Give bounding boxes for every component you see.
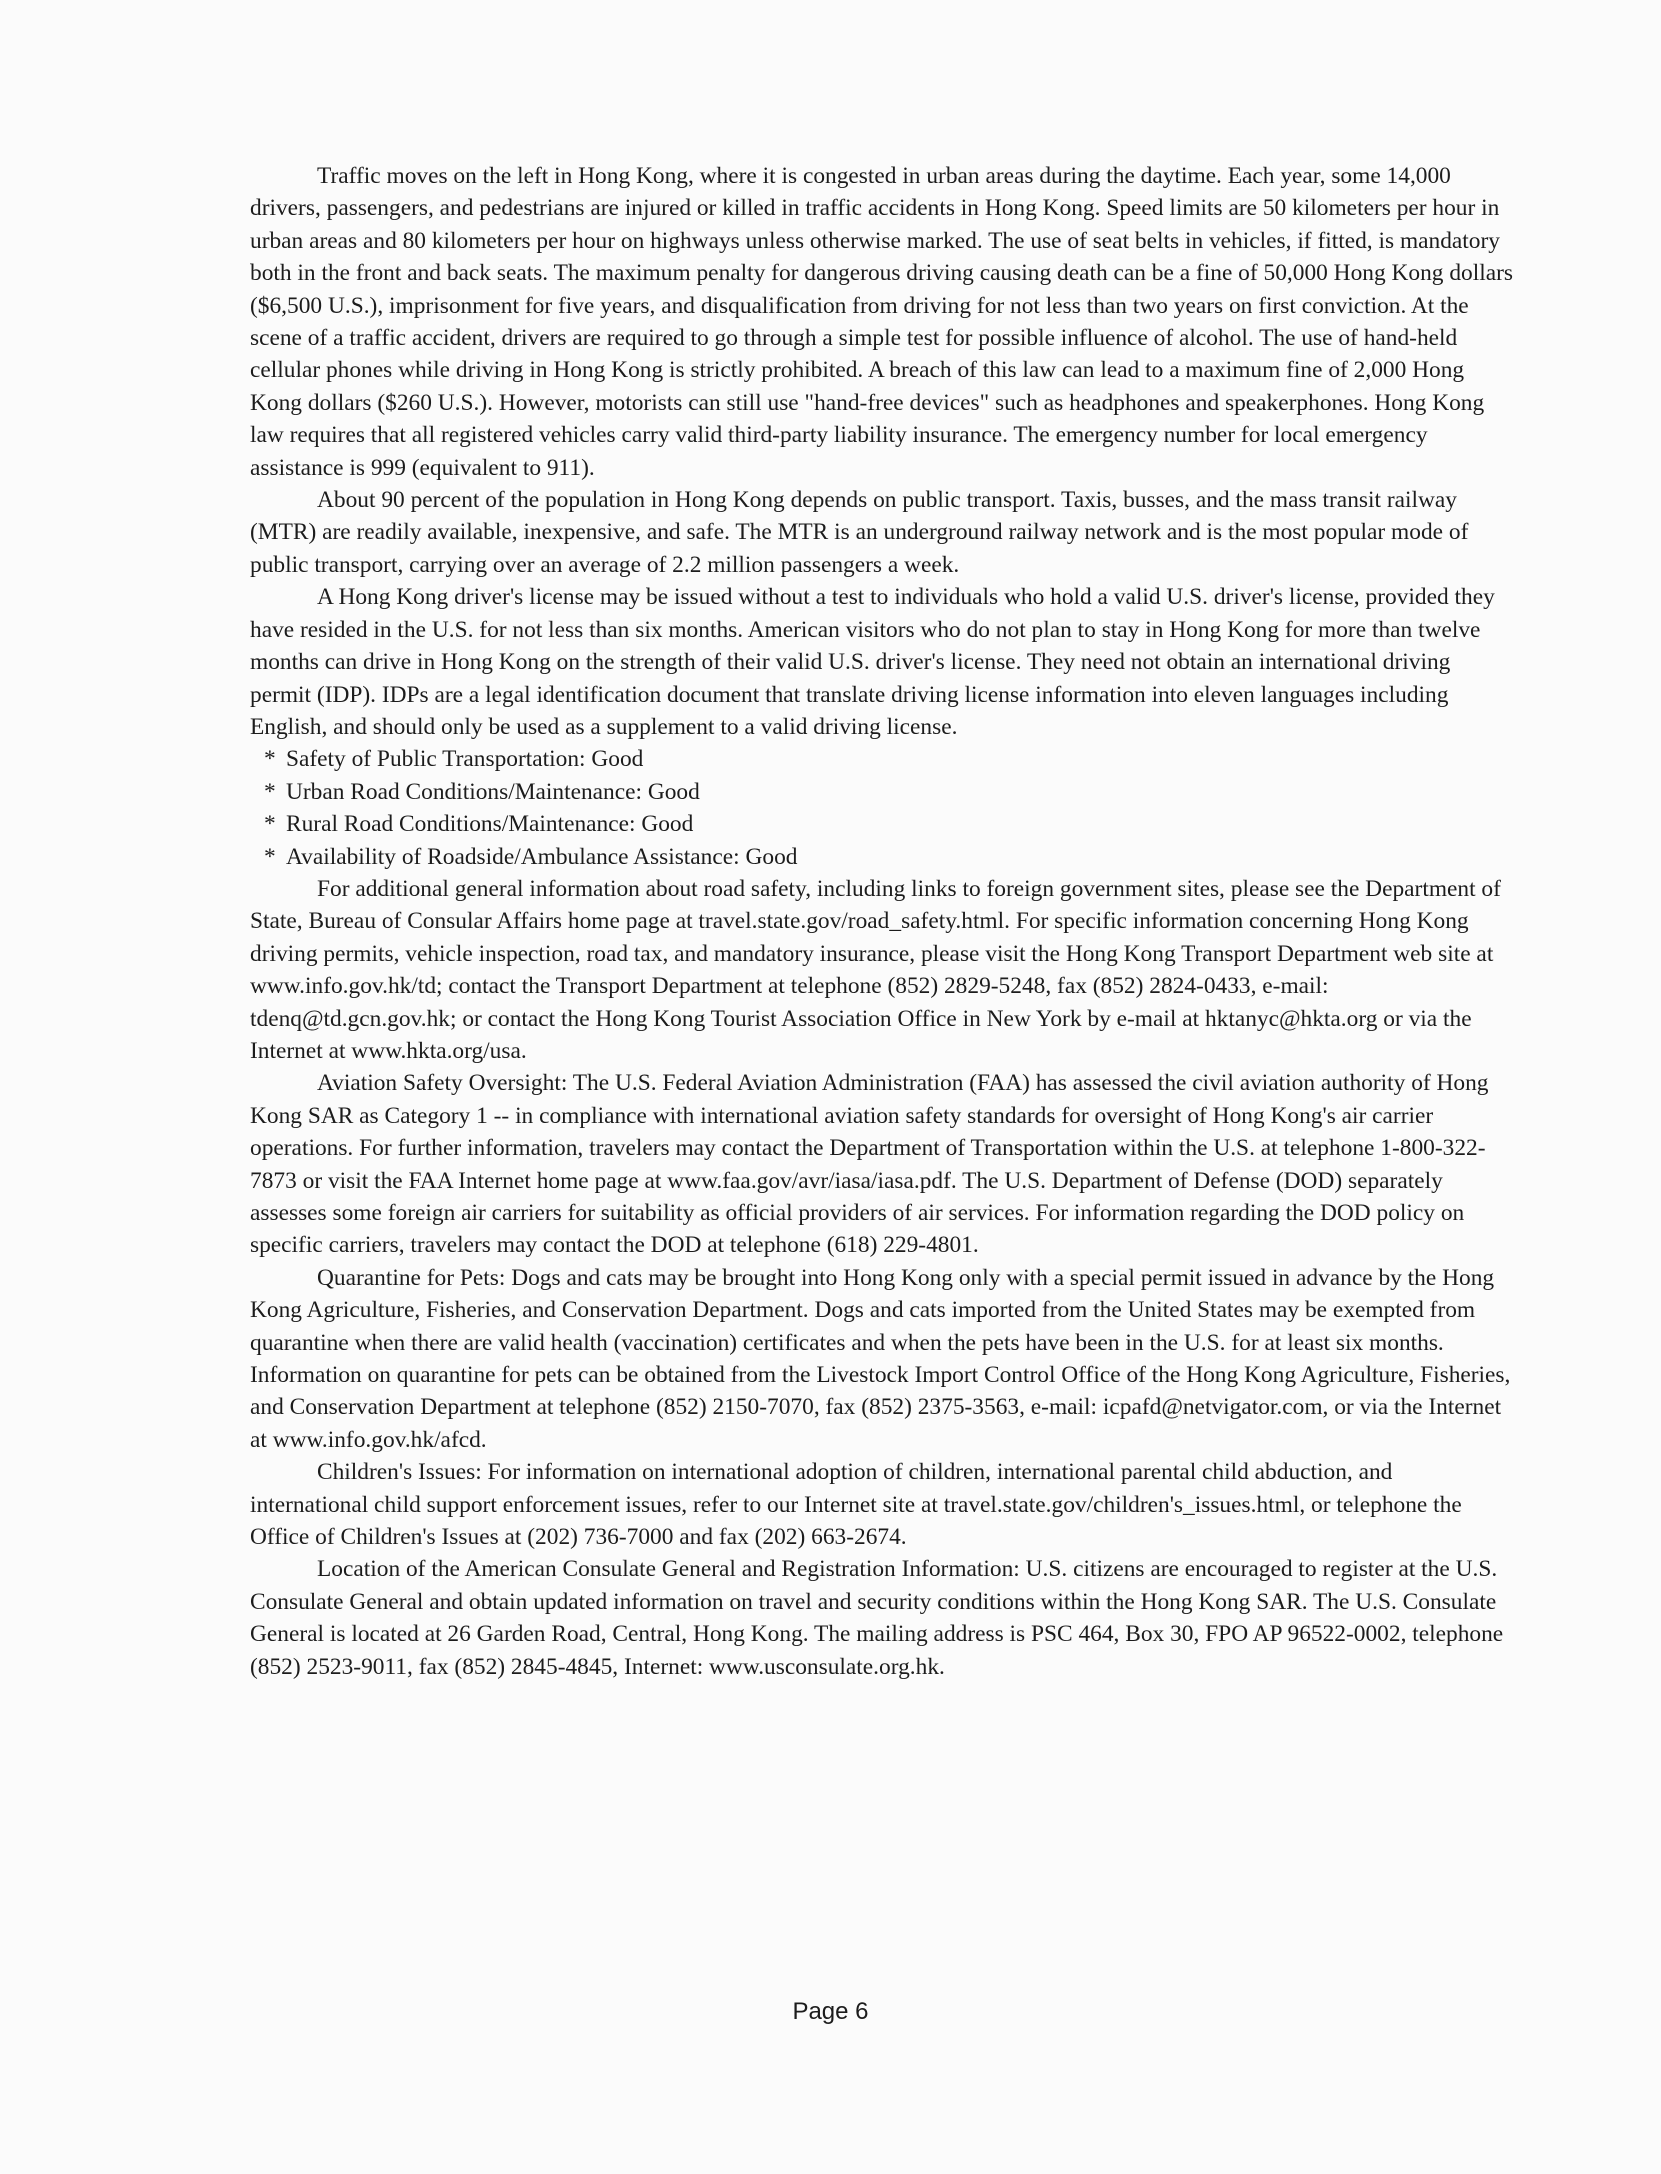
bullet-text: Rural Road Conditions/Maintenance: Good <box>286 811 694 838</box>
list-item <box>250 776 1515 808</box>
bullet-text: Urban Road Conditions/Maintenance: Good <box>286 778 700 805</box>
list-item <box>250 841 1515 873</box>
bullet-marker: * <box>264 778 276 805</box>
paragraph-aviation-safety: Aviation Safety Oversight: The U.S. Federal Aviation Administration (FAA) has assessed the civil aviation authority of Hong Kong SAR as Category 1 -- in compliance with international aviation safety standards for oversight of Hong Kong's air carrier operations. For further information, travelers may contact the Department of Transportation within the U.S. at telephone 1-800-322-7873 or visit the FAA Internet home page at www.faa.gov/avr/iasa/iasa.pdf. The U.S. Department of Defense (DOD) separately assesses some foreign air carriers for suitability as official providers of air services. For information regarding the DOD policy on specific carriers, travelers may contact the DOD at telephone (618) 229-4801. <box>250 1070 1489 1259</box>
paragraph-consulate-location: Location of the American Consulate General and Registration Information: U.S. citizens are encouraged to register at the U.S. Consulate General and obtain updated information on travel and security conditions within the Hong Kong SAR. The U.S. Consulate General is located at 26 Garden Road, Central, Hong Kong. The mailing address is PSC 464, Box 30, FPO AP 96522-0002, telephone (852) 2523-9011, fax (852) 2845-4845, Internet: www.usconsulate.org.hk. <box>250 1556 1504 1680</box>
paragraph-pet-quarantine: Quarantine for Pets: Dogs and cats may be brought into Hong Kong only with a special permit issued in advance by the Hong Kong Agriculture, Fisheries, and Conservation Department. Dogs and cats imported from the United States may be exempted from quarantine when there are valid health (vaccination) certificates and when the pets have been in the U.S. for at least six months. Information on quarantine for pets can be obtained from the Livestock Import Control Office of the Hong Kong Agriculture, Fisheries, and Conservation Department at telephone (852) 2150-7070, fax (852) 2375-3563, e-mail: icpafd@netvigator.com, or via the Internet at www.info.gov.hk/afcd. <box>250 1264 1511 1453</box>
bullet-marker: * <box>264 746 276 773</box>
page-number: Page 6 <box>792 1998 869 2025</box>
bullet-marker: * <box>264 843 276 870</box>
paragraph-drivers-license: A Hong Kong driver's license may be issued without a test to individuals who hold a valid U.S. driver's license, provided they have resided in the U.S. for not less than six months. American visitors who do not plan to stay in Hong Kong for more than twelve months can drive in Hong Kong on the strength of their valid U.S. driver's license. They need not obtain an international driving permit (IDP). IDPs are a legal identification document that translate driving license information into eleven languages including English, and should only be used as a supplement to a valid driving license. <box>250 584 1495 740</box>
document-body <box>250 160 1515 1683</box>
paragraph-public-transport: About 90 percent of the population in Hong Kong depends on public transport. Taxis, busses, and the mass transit railway (MTR) are readily available, inexpensive, and safe. The MTR is an underground railway network and is the most popular mode of public transport, carrying over an average of 2.2 million passengers a week. <box>250 487 1469 578</box>
list-item <box>250 743 1515 775</box>
bullet-text: Availability of Roadside/Ambulance Assistance: Good <box>286 843 798 870</box>
road-safety-ratings-list <box>250 743 1515 873</box>
paragraph-traffic: Traffic moves on the left in Hong Kong, where it is congested in urban areas during the daytime. Each year, some 14,000 drivers, passengers, and pedestrians are injured or killed in traffic accidents in Hong Kong. Speed limits are 50 kilometers per hour in urban areas and 80 kilometers per hour on highways unless otherwise marked. The use of seat belts in vehicles, if fitted, is mandatory both in the front and back seats. The maximum penalty for dangerous driving causing death can be a fine of 50,000 Hong Kong dollars ($6,500 U.S.), imprisonment for five years, and disqualification from driving for not less than two years on first conviction. At the scene of a traffic accident, drivers are required to go through a simple test for possible influence of alcohol. The use of hand-held cellular phones while driving in Hong Kong is strictly prohibited. A breach of this law can lead to a maximum fine of 2,000 Hong Kong dollars ($260 U.S.). However, motorists can still use "hand-free devices" such as headphones and speakerphones. Hong Kong law requires that all registered vehicles carry valid third-party liability insurance. The emergency number for local emergency assistance is 999 (equivalent to 911). <box>250 163 1513 481</box>
paragraph-childrens-issues: Children's Issues: For information on international adoption of children, international parental child abduction, and international child support enforcement issues, refer to our Internet site at travel.state.gov/children's_issues.html, or telephone the Office of Children's Issues at (202) 736-7000 and fax (202) 663-2674. <box>250 1459 1462 1551</box>
paragraph-road-safety-info: For additional general information about road safety, including links to foreign government sites, please see the Department of State, Bureau of Consular Affairs home page at travel.state.gov/road_safety.html. For specific information concerning Hong Kong driving permits, vehicle inspection, road tax, and mandatory insurance, please visit the Hong Kong Transport Department web site at www.info.gov.hk/td; contact the Transport Department at telephone (852) 2829-5248, fax (852) 2824-0433, e-mail: tdenq@td.gcn.gov.hk; or contact the Hong Kong Tourist Association Office in New York by e-mail at hktanyc@hkta.org or via the Internet at www.hkta.org/usa. <box>250 875 1501 1064</box>
bullet-text: Safety of Public Transportation: Good <box>286 746 644 773</box>
bullet-marker: * <box>264 811 276 838</box>
list-item <box>250 808 1515 840</box>
